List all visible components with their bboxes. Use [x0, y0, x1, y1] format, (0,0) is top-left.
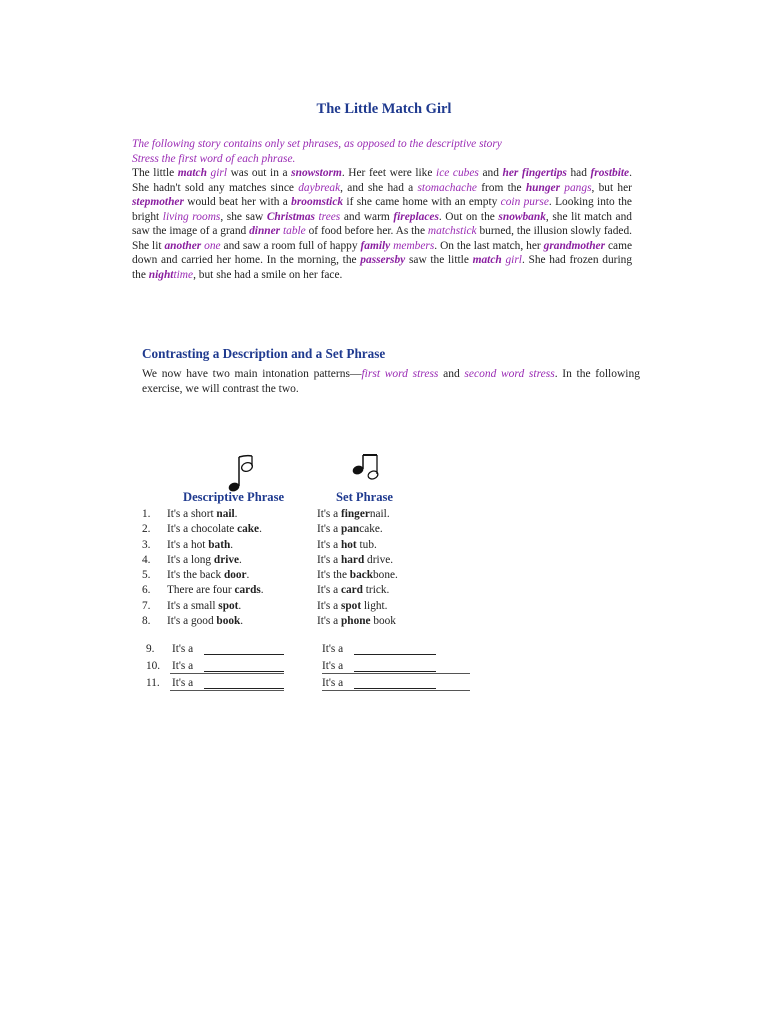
intro-note-2: Stress the first word of each phrase.	[132, 152, 296, 165]
row-rule	[322, 673, 470, 674]
story-segment: . Her feet were like	[341, 167, 437, 179]
story-segment: burned, the illusion slowly faded. She lit	[132, 225, 632, 252]
blank-exercise-list	[146, 642, 472, 693]
story-stressed-word: family	[360, 239, 391, 252]
descriptive-phrase-stress: spot	[218, 599, 239, 612]
set-phrase	[317, 538, 377, 553]
story-set-phrase	[360, 254, 405, 266]
descriptive-phrase-stress: cake	[237, 523, 260, 536]
set-answer-blank[interactable]	[354, 654, 436, 655]
set-phrase	[317, 522, 383, 537]
story-segment: came down and carried her home. In the morning, the	[132, 239, 633, 266]
story-segment: The little	[132, 167, 178, 179]
page-title: The Little Match Girl	[316, 101, 452, 117]
set-answer-blank[interactable]	[354, 688, 436, 689]
story-set-phrase	[393, 211, 439, 223]
story-set-phrase	[178, 167, 227, 179]
story-stressed-word: snowbank	[498, 210, 546, 223]
set-phrase	[317, 599, 387, 614]
descriptive-phrase-pre: It's a chocolate	[167, 523, 238, 536]
story-segment: saw the little	[405, 254, 473, 266]
descriptive-phrase-stress: book	[216, 615, 241, 628]
story-set-phrase	[164, 240, 220, 252]
descriptive-phrase-post: .	[246, 569, 250, 582]
exercise-row	[142, 538, 442, 553]
set-phrase-post: nail.	[369, 508, 390, 520]
descriptive-phrase	[167, 538, 233, 553]
set-phrase-pre: It's a	[317, 599, 341, 612]
row-rule	[322, 690, 470, 691]
descriptive-answer-blank[interactable]	[204, 688, 284, 689]
exercise-number: 5.	[142, 569, 151, 582]
set-phrase-pre: It's a	[317, 553, 341, 566]
exercise-number: 1.	[142, 508, 151, 520]
story-segment: . She had frozen during the	[132, 254, 633, 281]
blank-exercise-number: 9.	[146, 643, 155, 655]
story-stressed-word: Christmas	[266, 210, 315, 223]
story-segment: and	[478, 167, 503, 179]
descriptive-phrase-pre: It's a hot	[167, 538, 209, 551]
set-phrase-pre: It's a	[317, 538, 341, 551]
set-phrase-pre: It's a	[317, 523, 341, 536]
story-text	[132, 166, 632, 282]
story-segment: of food before her. As the	[305, 225, 428, 237]
story-stressed-word: dinner	[249, 225, 281, 237]
exercise-number: 2.	[142, 523, 151, 536]
story-set-phrase: stomachache	[417, 181, 477, 194]
set-phrase-stress: phone	[341, 615, 371, 628]
descriptive-phrase-post: .	[234, 508, 238, 520]
set-phrase-stress: pan	[341, 523, 360, 536]
descriptive-phrase-pre: It's a good	[167, 615, 217, 628]
descriptive-phrase-stress: bath	[208, 538, 231, 551]
story-segment: , but her	[591, 181, 632, 194]
descriptive-phrase-pre: It's a short	[167, 508, 217, 520]
set-phrase	[317, 553, 393, 568]
set-phrase-post: trick.	[362, 584, 390, 597]
story-set-phrase	[503, 167, 567, 179]
story-segment: , she saw	[220, 210, 267, 223]
story-stressed-word: passersby	[360, 254, 406, 266]
music-note-high-low-icon	[350, 452, 384, 487]
story-phrase-rest: time	[173, 268, 194, 281]
exercise-row	[142, 507, 442, 522]
story-set-phrase	[544, 240, 605, 252]
descriptive-answer-blank[interactable]	[204, 671, 284, 672]
descriptive-phrase-post: .	[260, 584, 264, 597]
story-set-phrase: living rooms	[162, 210, 221, 223]
set-phrase-pre: It's a	[317, 615, 341, 628]
section-heading: Contrasting a Description and a Set Phrase	[142, 346, 386, 361]
descriptive-phrase-pre: It's the back	[167, 569, 224, 582]
blank-exercise-row	[146, 642, 472, 659]
exercise-number: 7.	[142, 599, 151, 612]
descriptive-phrase-post: .	[239, 553, 242, 566]
story-set-phrase	[360, 240, 434, 252]
story-set-phrase: matchstick	[427, 225, 477, 237]
story-stressed-word: grandmother	[543, 239, 606, 252]
exercise-number: 4.	[142, 553, 151, 566]
blank-set-prompt: It's a	[322, 660, 344, 672]
exercise-row	[142, 553, 442, 568]
set-phrase-stress: hard	[341, 553, 365, 566]
story-segment: and saw a room full of happy	[220, 239, 361, 252]
column-heading-descriptive: Descriptive Phrase	[183, 490, 285, 504]
descriptive-phrase-pre: It's a long	[167, 553, 214, 566]
descriptive-phrase-pre: It's a small	[167, 599, 219, 612]
story-phrase-rest: table	[280, 225, 306, 237]
story-set-phrase	[267, 211, 340, 223]
story-phrase-rest: pangs	[560, 181, 592, 194]
blank-exercise-number: 10.	[146, 660, 161, 672]
blank-set-prompt: It's a	[322, 643, 344, 655]
section-intro-a: We now have two main intonation patterns—	[142, 368, 362, 380]
section-intro-c: . In the following exercise, we will contrast the two.	[142, 368, 640, 395]
blank-exercise-number: 11.	[146, 677, 160, 689]
story-segment: was out in a	[226, 167, 292, 179]
section-intro	[142, 367, 640, 397]
story-segment: would beat her with a	[183, 196, 292, 208]
story-block	[132, 137, 632, 282]
set-phrase-post: drive.	[364, 553, 394, 566]
story-set-phrase	[149, 269, 193, 281]
story-segment: if she came home with an empty	[343, 196, 501, 208]
story-segment: . Looking into the bright	[132, 196, 632, 223]
story-set-phrase: ice cubes	[436, 167, 479, 179]
descriptive-phrase	[167, 507, 237, 522]
set-phrase-post: book	[370, 615, 396, 628]
story-set-phrase	[249, 225, 306, 237]
story-segment: had	[566, 167, 591, 179]
descriptive-phrase-post: .	[230, 538, 234, 551]
set-phrase	[317, 614, 396, 629]
story-stressed-word: match	[177, 167, 207, 179]
blank-set-prompt: It's a	[322, 677, 344, 689]
story-stressed-word: broomstick	[291, 196, 344, 208]
column-heading-set: Set Phrase	[336, 490, 394, 504]
exercise-list	[142, 507, 442, 629]
story-segment: and warm	[340, 210, 394, 223]
blank-exercise-row	[146, 676, 472, 693]
story-stressed-word: her fingertips	[502, 167, 567, 179]
set-phrase	[317, 507, 390, 522]
exercise-row	[142, 583, 442, 598]
exercise-number: 3.	[142, 538, 151, 551]
story-segment: . On the last match, her	[434, 239, 544, 252]
story-set-phrase	[132, 196, 184, 208]
set-phrase-pre: It's the	[317, 569, 350, 582]
descriptive-phrase-post: .	[259, 523, 262, 536]
story-segment: , she lit match and saw the image of a grand	[132, 210, 632, 237]
exercise-row	[142, 522, 442, 537]
exercise-number: 6.	[142, 584, 151, 597]
set-phrase-post: light.	[361, 599, 388, 612]
story-phrase-rest: members	[390, 239, 435, 252]
descriptive-phrase-stress: nail	[216, 508, 235, 520]
set-answer-blank[interactable]	[354, 671, 436, 672]
story-segment: . She hadn't sold any matches since	[132, 167, 632, 194]
story-stressed-word: fireplaces	[393, 210, 439, 223]
descriptive-phrase	[167, 522, 262, 537]
descriptive-phrase	[167, 568, 249, 583]
descriptive-phrase-post: .	[238, 599, 242, 612]
story-set-phrase	[291, 167, 342, 179]
blank-descriptive-prompt: It's a	[172, 660, 194, 672]
descriptive-phrase-pre: There are four	[167, 584, 235, 597]
exercise-row	[142, 599, 442, 614]
exercise-number: 8.	[142, 615, 151, 628]
story-segment: . Out on the	[438, 210, 499, 223]
story-set-phrase	[498, 211, 545, 223]
story-phrase-rest: girl	[206, 167, 227, 179]
story-phrase-rest: girl	[501, 254, 522, 266]
story-stressed-word: night	[148, 268, 174, 281]
story-set-phrase	[291, 196, 343, 208]
set-phrase-stress: spot	[341, 599, 362, 612]
story-stressed-word: stepmother	[132, 196, 184, 208]
set-phrase-stress: card	[341, 584, 363, 597]
section-intro-first-word-stress: first word stress	[361, 368, 439, 380]
set-phrase-stress: back	[349, 569, 374, 582]
set-phrase-pre: It's a	[317, 508, 341, 520]
row-rule	[170, 690, 284, 691]
row-rule	[170, 673, 284, 674]
story-phrase-rest: one	[201, 239, 221, 252]
descriptive-phrase	[167, 614, 243, 629]
set-phrase	[317, 568, 398, 583]
set-phrase-stress: finger	[341, 508, 370, 520]
descriptive-phrase-stress: drive	[213, 553, 240, 566]
story-set-phrase: daybreak	[298, 181, 341, 194]
set-phrase-post: bone.	[373, 569, 398, 582]
story-stressed-word: snowstorm	[291, 167, 342, 179]
set-phrase	[317, 583, 389, 598]
story-segment: , but she had a smile on her face.	[193, 268, 343, 281]
story-set-phrase: coin purse	[500, 196, 549, 208]
story-set-phrase	[526, 182, 592, 194]
exercise-row	[142, 614, 442, 629]
descriptive-phrase	[167, 583, 264, 598]
descriptive-phrase-stress: cards	[234, 584, 261, 597]
set-phrase-post: tub.	[356, 538, 377, 551]
descriptive-phrase-post: .	[240, 615, 244, 628]
story-stressed-word: another	[164, 239, 202, 252]
story-stressed-word: match	[472, 254, 502, 266]
descriptive-phrase-stress: door	[223, 569, 247, 582]
story-segment: from the	[476, 181, 526, 194]
story-phrase-rest: trees	[314, 210, 341, 223]
story-stressed-word: frostbite	[590, 167, 630, 179]
section-intro-b: and	[438, 368, 465, 380]
story-set-phrase	[591, 167, 630, 179]
blank-descriptive-prompt: It's a	[172, 643, 194, 655]
section-intro-second-word-stress: second word stress	[464, 368, 555, 380]
set-phrase-post: cake.	[359, 523, 383, 536]
set-phrase-pre: It's a	[317, 584, 341, 597]
story-set-phrase	[473, 254, 522, 266]
story-stressed-word: hunger	[525, 181, 561, 194]
blank-exercise-row	[146, 659, 472, 676]
descriptive-phrase	[167, 553, 242, 568]
intro-note-1: The following story contains only set phrases, as opposed to the descriptive story	[132, 138, 502, 150]
descriptive-answer-blank[interactable]	[204, 654, 284, 655]
descriptive-phrase	[167, 599, 241, 614]
set-phrase-stress: hot	[341, 538, 357, 551]
exercise-row	[142, 568, 442, 583]
story-segment: , and she had a	[340, 181, 418, 194]
blank-descriptive-prompt: It's a	[172, 677, 194, 689]
